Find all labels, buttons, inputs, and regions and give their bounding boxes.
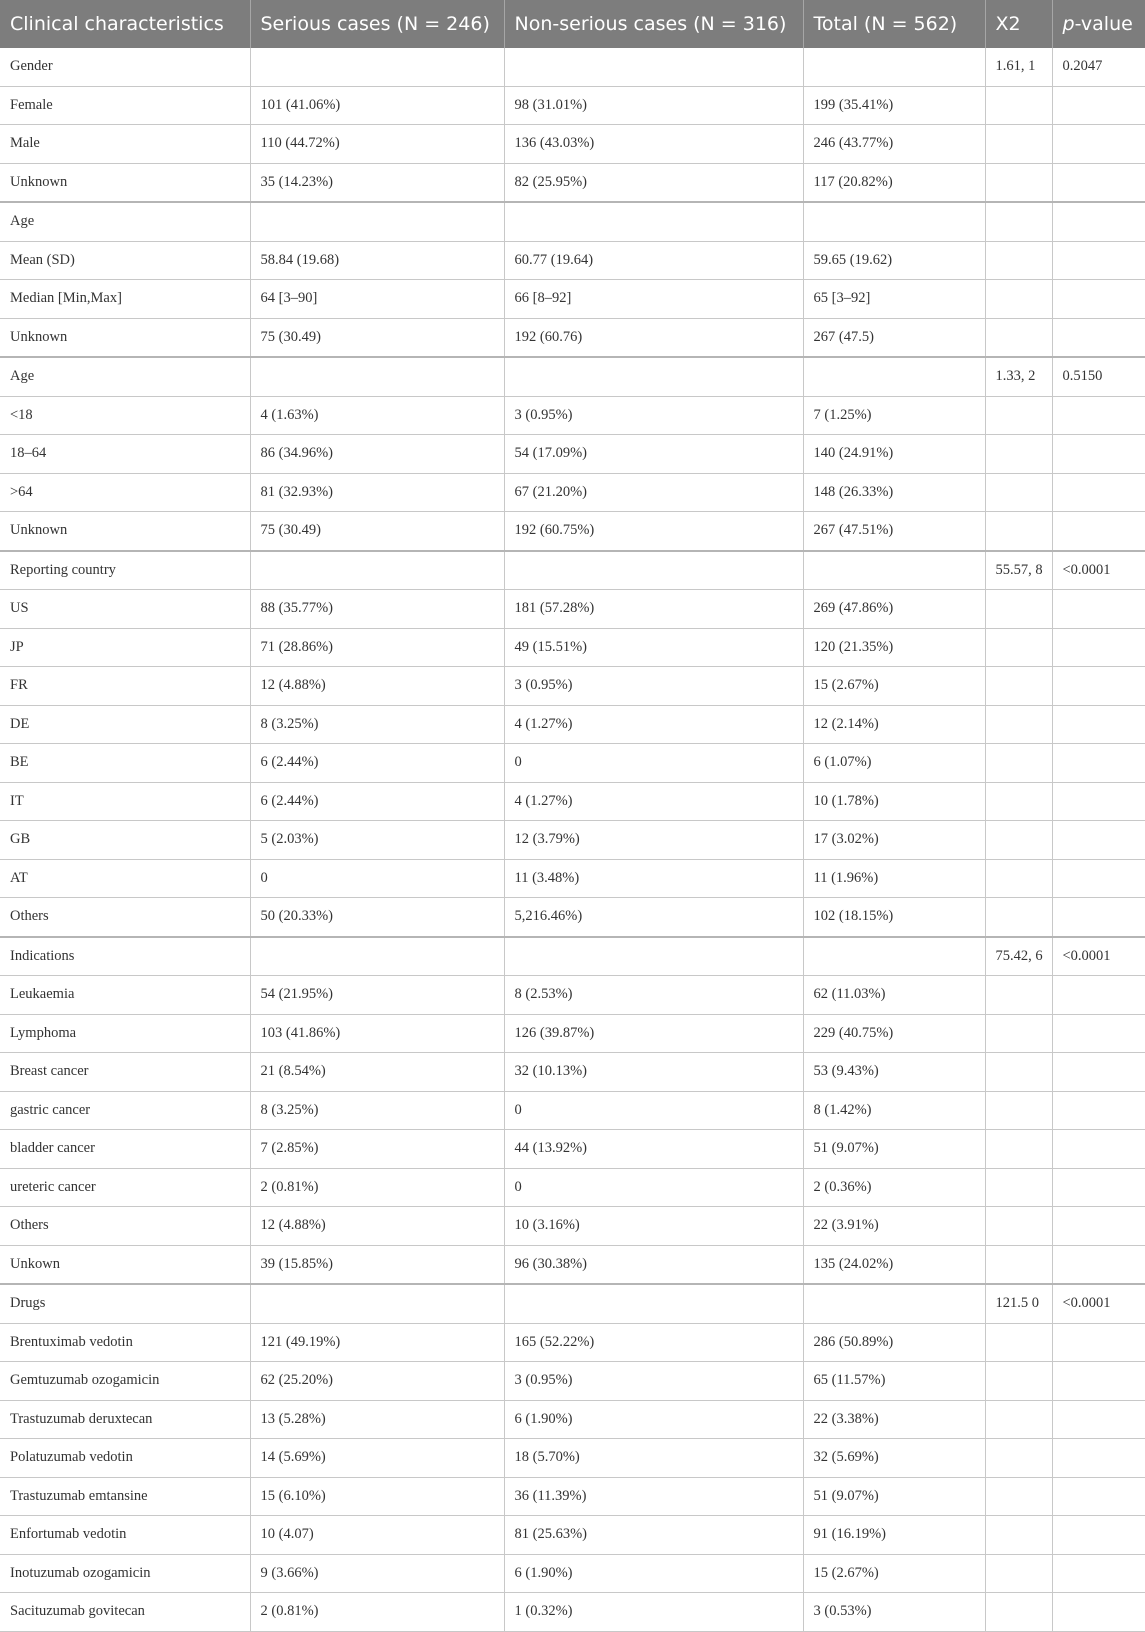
cell-p-value	[1052, 1323, 1145, 1362]
table-group-row	[0, 937, 1145, 976]
cell-characteristic: Male	[0, 125, 250, 164]
cell-total: 286 (50.89%)	[803, 1323, 985, 1362]
cell-characteristic: DE	[0, 705, 250, 744]
cell-p-value	[1052, 1477, 1145, 1516]
cell-p-value	[1052, 1053, 1145, 1092]
cell-characteristic: Female	[0, 86, 250, 125]
cell-serious: 4 (1.63%)	[250, 396, 504, 435]
cell-p-value	[1052, 1091, 1145, 1130]
table-row	[0, 1014, 1145, 1053]
cell-non-serious	[504, 937, 803, 976]
cell-x2	[985, 1362, 1052, 1401]
cell-characteristic: Drugs	[0, 1284, 250, 1323]
cell-non-serious: 0	[504, 744, 803, 783]
cell-x2: 75.42, 6	[985, 937, 1052, 976]
cell-characteristic: Trastuzumab emtansine	[0, 1477, 250, 1516]
cell-x2	[985, 976, 1052, 1015]
cell-serious: 14 (5.69%)	[250, 1439, 504, 1478]
table-row	[0, 125, 1145, 164]
cell-serious: 121 (49.19%)	[250, 1323, 504, 1362]
table-row	[0, 318, 1145, 357]
cell-x2	[985, 280, 1052, 319]
cell-characteristic: Others	[0, 898, 250, 937]
cell-total: 140 (24.91%)	[803, 435, 985, 474]
cell-total: 199 (35.41%)	[803, 86, 985, 125]
cell-characteristic: Sacituzumab govitecan	[0, 1593, 250, 1632]
cell-serious: 81 (32.93%)	[250, 473, 504, 512]
cell-serious: 64 [3–90]	[250, 280, 504, 319]
cell-x2	[985, 318, 1052, 357]
cell-serious	[250, 48, 504, 86]
cell-x2	[985, 628, 1052, 667]
cell-p-value	[1052, 1130, 1145, 1169]
cell-non-serious: 67 (21.20%)	[504, 473, 803, 512]
cell-characteristic: Polatuzumab vedotin	[0, 1439, 250, 1478]
header-serious-cases: Serious cases (N = 246)	[250, 0, 504, 48]
cell-characteristic: <18	[0, 396, 250, 435]
cell-non-serious: 12 (3.79%)	[504, 821, 803, 860]
cell-x2	[985, 125, 1052, 164]
cell-total: 267 (47.5)	[803, 318, 985, 357]
cell-x2	[985, 744, 1052, 783]
cell-non-serious: 192 (60.76)	[504, 318, 803, 357]
cell-non-serious: 192 (60.75%)	[504, 512, 803, 551]
cell-non-serious: 54 (17.09%)	[504, 435, 803, 474]
cell-characteristic: gastric cancer	[0, 1091, 250, 1130]
cell-characteristic: FR	[0, 667, 250, 706]
table-row	[0, 241, 1145, 280]
cell-serious: 6 (2.44%)	[250, 782, 504, 821]
cell-x2	[985, 1091, 1052, 1130]
cell-x2	[985, 241, 1052, 280]
cell-serious: 50 (20.33%)	[250, 898, 504, 937]
cell-characteristic: Enfortumab vedotin	[0, 1516, 250, 1555]
cell-x2	[985, 859, 1052, 898]
cell-characteristic: Leukaemia	[0, 976, 250, 1015]
cell-total: 51 (9.07%)	[803, 1130, 985, 1169]
cell-non-serious: 3 (0.95%)	[504, 667, 803, 706]
cell-p-value	[1052, 396, 1145, 435]
cell-x2	[985, 1516, 1052, 1555]
table-row	[0, 821, 1145, 860]
cell-p-value	[1052, 318, 1145, 357]
cell-non-serious: 136 (43.03%)	[504, 125, 803, 164]
cell-characteristic: US	[0, 590, 250, 629]
cell-non-serious: 49 (15.51%)	[504, 628, 803, 667]
cell-serious: 21 (8.54%)	[250, 1053, 504, 1092]
cell-non-serious: 96 (30.38%)	[504, 1245, 803, 1284]
cell-non-serious: 18 (5.70%)	[504, 1439, 803, 1478]
cell-total	[803, 357, 985, 396]
cell-total: 59.65 (19.62)	[803, 241, 985, 280]
cell-characteristic: Lymphoma	[0, 1014, 250, 1053]
cell-non-serious	[504, 551, 803, 590]
cell-p-value	[1052, 590, 1145, 629]
cell-p-value	[1052, 86, 1145, 125]
cell-p-value	[1052, 1245, 1145, 1284]
cell-total: 91 (16.19%)	[803, 1516, 985, 1555]
cell-non-serious: 8 (2.53%)	[504, 976, 803, 1015]
cell-non-serious	[504, 1284, 803, 1323]
cell-serious: 12 (4.88%)	[250, 1207, 504, 1246]
cell-serious: 12 (4.88%)	[250, 667, 504, 706]
table-row	[0, 1091, 1145, 1130]
cell-x2	[985, 1593, 1052, 1632]
cell-x2	[985, 1477, 1052, 1516]
cell-x2	[985, 512, 1052, 551]
cell-non-serious: 4 (1.27%)	[504, 782, 803, 821]
cell-total: 135 (24.02%)	[803, 1245, 985, 1284]
cell-x2	[985, 163, 1052, 202]
cell-p-value	[1052, 705, 1145, 744]
table-row	[0, 163, 1145, 202]
cell-characteristic: Reporting country	[0, 551, 250, 590]
cell-x2: 1.33, 2	[985, 357, 1052, 396]
cell-serious: 39 (15.85%)	[250, 1245, 504, 1284]
cell-non-serious: 181 (57.28%)	[504, 590, 803, 629]
table-group-row	[0, 202, 1145, 241]
table-row	[0, 1362, 1145, 1401]
cell-serious: 8 (3.25%)	[250, 705, 504, 744]
cell-serious: 75 (30.49)	[250, 318, 504, 357]
table-row	[0, 1245, 1145, 1284]
cell-p-value	[1052, 667, 1145, 706]
cell-p-value	[1052, 821, 1145, 860]
cell-serious: 54 (21.95%)	[250, 976, 504, 1015]
cell-x2: 1.61, 1	[985, 48, 1052, 86]
cell-total: 22 (3.91%)	[803, 1207, 985, 1246]
cell-x2	[985, 1554, 1052, 1593]
cell-serious: 9 (3.66%)	[250, 1554, 504, 1593]
cell-total: 267 (47.51%)	[803, 512, 985, 551]
cell-characteristic: BE	[0, 744, 250, 783]
cell-x2	[985, 898, 1052, 937]
cell-characteristic: Trastuzumab deruxtecan	[0, 1400, 250, 1439]
cell-characteristic: GB	[0, 821, 250, 860]
header-p-rest: -value	[1074, 13, 1133, 35]
cell-x2: 55.57, 8	[985, 551, 1052, 590]
table-row	[0, 590, 1145, 629]
cell-x2	[985, 705, 1052, 744]
cell-non-serious: 98 (31.01%)	[504, 86, 803, 125]
cell-serious: 86 (34.96%)	[250, 435, 504, 474]
cell-characteristic: Indications	[0, 937, 250, 976]
header-p-italic: p	[1062, 13, 1075, 35]
table-row	[0, 898, 1145, 937]
table-row	[0, 473, 1145, 512]
cell-serious: 2 (0.81%)	[250, 1168, 504, 1207]
cell-total: 269 (47.86%)	[803, 590, 985, 629]
cell-characteristic: Unknown	[0, 163, 250, 202]
cell-serious: 71 (28.86%)	[250, 628, 504, 667]
cell-p-value	[1052, 1593, 1145, 1632]
cell-non-serious: 81 (25.63%)	[504, 1516, 803, 1555]
cell-p-value	[1052, 1439, 1145, 1478]
cell-p-value	[1052, 512, 1145, 551]
cell-characteristic: Age	[0, 202, 250, 241]
cell-non-serious: 32 (10.13%)	[504, 1053, 803, 1092]
table-body	[0, 48, 1145, 1631]
cell-p-value: 0.5150	[1052, 357, 1145, 396]
table-row	[0, 1168, 1145, 1207]
cell-x2	[985, 1245, 1052, 1284]
cell-x2: 121.5 0	[985, 1284, 1052, 1323]
cell-p-value	[1052, 1362, 1145, 1401]
cell-p-value	[1052, 898, 1145, 937]
cell-p-value: <0.0001	[1052, 1284, 1145, 1323]
table-row	[0, 628, 1145, 667]
cell-p-value	[1052, 1168, 1145, 1207]
cell-non-serious: 44 (13.92%)	[504, 1130, 803, 1169]
table-row	[0, 1207, 1145, 1246]
cell-total: 3 (0.53%)	[803, 1593, 985, 1632]
cell-p-value	[1052, 241, 1145, 280]
cell-total: 229 (40.75%)	[803, 1014, 985, 1053]
cell-serious: 5 (2.03%)	[250, 821, 504, 860]
cell-non-serious: 6 (1.90%)	[504, 1554, 803, 1593]
cell-characteristic: Mean (SD)	[0, 241, 250, 280]
cell-characteristic: 18–64	[0, 435, 250, 474]
cell-total: 62 (11.03%)	[803, 976, 985, 1015]
cell-non-serious: 3 (0.95%)	[504, 396, 803, 435]
cell-non-serious: 6 (1.90%)	[504, 1400, 803, 1439]
cell-x2	[985, 590, 1052, 629]
cell-x2	[985, 1323, 1052, 1362]
cell-characteristic: ureteric cancer	[0, 1168, 250, 1207]
cell-total: 65 (11.57%)	[803, 1362, 985, 1401]
cell-total: 22 (3.38%)	[803, 1400, 985, 1439]
cell-x2	[985, 86, 1052, 125]
table-row	[0, 1516, 1145, 1555]
cell-p-value	[1052, 473, 1145, 512]
cell-serious: 8 (3.25%)	[250, 1091, 504, 1130]
cell-total	[803, 1284, 985, 1323]
cell-x2	[985, 396, 1052, 435]
cell-non-serious: 36 (11.39%)	[504, 1477, 803, 1516]
table-row	[0, 705, 1145, 744]
cell-non-serious: 0	[504, 1091, 803, 1130]
cell-serious: 75 (30.49)	[250, 512, 504, 551]
cell-serious	[250, 937, 504, 976]
cell-total	[803, 202, 985, 241]
cell-total: 120 (21.35%)	[803, 628, 985, 667]
cell-serious: 0	[250, 859, 504, 898]
cell-p-value	[1052, 1207, 1145, 1246]
cell-serious: 103 (41.86%)	[250, 1014, 504, 1053]
cell-non-serious	[504, 357, 803, 396]
cell-characteristic: Gemtuzumab ozogamicin	[0, 1362, 250, 1401]
header-x2: X2	[985, 0, 1052, 48]
cell-p-value: <0.0001	[1052, 551, 1145, 590]
cell-serious	[250, 357, 504, 396]
cell-non-serious: 1 (0.32%)	[504, 1593, 803, 1632]
cell-p-value	[1052, 125, 1145, 164]
cell-total: 11 (1.96%)	[803, 859, 985, 898]
cell-serious: 10 (4.07)	[250, 1516, 504, 1555]
cell-p-value	[1052, 859, 1145, 898]
cell-total	[803, 937, 985, 976]
cell-total: 6 (1.07%)	[803, 744, 985, 783]
table-group-row	[0, 48, 1145, 86]
table-row	[0, 782, 1145, 821]
cell-serious: 101 (41.06%)	[250, 86, 504, 125]
cell-p-value	[1052, 1014, 1145, 1053]
table-row	[0, 396, 1145, 435]
cell-p-value: <0.0001	[1052, 937, 1145, 976]
cell-total: 8 (1.42%)	[803, 1091, 985, 1130]
cell-total: 2 (0.36%)	[803, 1168, 985, 1207]
cell-serious: 58.84 (19.68)	[250, 241, 504, 280]
cell-characteristic: Inotuzumab ozogamicin	[0, 1554, 250, 1593]
cell-characteristic: >64	[0, 473, 250, 512]
cell-x2	[985, 1053, 1052, 1092]
cell-x2	[985, 1014, 1052, 1053]
cell-serious: 110 (44.72%)	[250, 125, 504, 164]
table-row	[0, 744, 1145, 783]
table-row	[0, 1439, 1145, 1478]
cell-total: 15 (2.67%)	[803, 667, 985, 706]
cell-p-value: 0.2047	[1052, 48, 1145, 86]
cell-non-serious: 82 (25.95%)	[504, 163, 803, 202]
table-row	[0, 1477, 1145, 1516]
table-row	[0, 1400, 1145, 1439]
cell-characteristic: Gender	[0, 48, 250, 86]
cell-characteristic: Unknown	[0, 318, 250, 357]
cell-total: 53 (9.43%)	[803, 1053, 985, 1092]
cell-non-serious	[504, 202, 803, 241]
cell-total: 117 (20.82%)	[803, 163, 985, 202]
cell-x2	[985, 1400, 1052, 1439]
header-total: Total (N = 562)	[803, 0, 985, 48]
cell-characteristic: Unkown	[0, 1245, 250, 1284]
cell-p-value	[1052, 1554, 1145, 1593]
cell-serious	[250, 1284, 504, 1323]
table-header-row	[0, 0, 1145, 48]
cell-characteristic: Median [Min,Max]	[0, 280, 250, 319]
table-row	[0, 435, 1145, 474]
table-row	[0, 1323, 1145, 1362]
table-row	[0, 86, 1145, 125]
cell-serious: 7 (2.85%)	[250, 1130, 504, 1169]
table-row	[0, 1554, 1145, 1593]
cell-x2	[985, 1130, 1052, 1169]
cell-serious	[250, 202, 504, 241]
cell-p-value	[1052, 163, 1145, 202]
cell-total: 51 (9.07%)	[803, 1477, 985, 1516]
table-group-row	[0, 551, 1145, 590]
table-group-row	[0, 1284, 1145, 1323]
table-row	[0, 976, 1145, 1015]
table-row	[0, 1053, 1145, 1092]
cell-serious: 15 (6.10%)	[250, 1477, 504, 1516]
cell-non-serious: 60.77 (19.64)	[504, 241, 803, 280]
cell-total: 65 [3–92]	[803, 280, 985, 319]
cell-p-value	[1052, 628, 1145, 667]
header-clinical-characteristics: Clinical characteristics	[0, 0, 250, 48]
cell-p-value	[1052, 202, 1145, 241]
cell-p-value	[1052, 1400, 1145, 1439]
table-row	[0, 859, 1145, 898]
cell-serious: 13 (5.28%)	[250, 1400, 504, 1439]
cell-characteristic: IT	[0, 782, 250, 821]
cell-x2	[985, 782, 1052, 821]
cell-serious: 88 (35.77%)	[250, 590, 504, 629]
cell-non-serious: 3 (0.95%)	[504, 1362, 803, 1401]
cell-non-serious: 0	[504, 1168, 803, 1207]
cell-characteristic: Unknown	[0, 512, 250, 551]
table-row	[0, 280, 1145, 319]
cell-p-value	[1052, 435, 1145, 474]
table-row	[0, 512, 1145, 551]
cell-total: 246 (43.77%)	[803, 125, 985, 164]
header-non-serious-cases: Non-serious cases (N = 316)	[504, 0, 803, 48]
cell-x2	[985, 667, 1052, 706]
cell-total	[803, 48, 985, 86]
cell-serious: 35 (14.23%)	[250, 163, 504, 202]
cell-characteristic: bladder cancer	[0, 1130, 250, 1169]
table-row	[0, 1593, 1145, 1632]
table-row	[0, 1130, 1145, 1169]
cell-non-serious: 4 (1.27%)	[504, 705, 803, 744]
table-group-row	[0, 357, 1145, 396]
cell-serious: 2 (0.81%)	[250, 1593, 504, 1632]
cell-total: 12 (2.14%)	[803, 705, 985, 744]
cell-characteristic: JP	[0, 628, 250, 667]
cell-x2	[985, 821, 1052, 860]
cell-p-value	[1052, 976, 1145, 1015]
cell-serious: 6 (2.44%)	[250, 744, 504, 783]
cell-non-serious: 10 (3.16%)	[504, 1207, 803, 1246]
cell-non-serious: 126 (39.87%)	[504, 1014, 803, 1053]
cell-characteristic: Others	[0, 1207, 250, 1246]
header-p-value	[1052, 0, 1145, 48]
cell-total: 10 (1.78%)	[803, 782, 985, 821]
cell-non-serious: 11 (3.48%)	[504, 859, 803, 898]
cell-total: 15 (2.67%)	[803, 1554, 985, 1593]
cell-total: 17 (3.02%)	[803, 821, 985, 860]
cell-non-serious	[504, 48, 803, 86]
cell-total: 102 (18.15%)	[803, 898, 985, 937]
cell-characteristic: Breast cancer	[0, 1053, 250, 1092]
cell-characteristic: AT	[0, 859, 250, 898]
cell-p-value	[1052, 744, 1145, 783]
cell-non-serious: 165 (52.22%)	[504, 1323, 803, 1362]
cell-total: 32 (5.69%)	[803, 1439, 985, 1478]
cell-x2	[985, 1439, 1052, 1478]
cell-serious	[250, 551, 504, 590]
cell-x2	[985, 1207, 1052, 1246]
cell-characteristic: Age	[0, 357, 250, 396]
cell-total: 7 (1.25%)	[803, 396, 985, 435]
cell-serious: 62 (25.20%)	[250, 1362, 504, 1401]
cell-p-value	[1052, 782, 1145, 821]
cell-characteristic: Brentuximab vedotin	[0, 1323, 250, 1362]
table-row	[0, 667, 1145, 706]
cell-p-value	[1052, 1516, 1145, 1555]
cell-non-serious: 5,216.46%)	[504, 898, 803, 937]
cell-non-serious: 66 [8–92]	[504, 280, 803, 319]
cell-x2	[985, 435, 1052, 474]
cell-total	[803, 551, 985, 590]
cell-p-value	[1052, 280, 1145, 319]
cell-x2	[985, 1168, 1052, 1207]
cell-total: 148 (26.33%)	[803, 473, 985, 512]
cell-x2	[985, 473, 1052, 512]
cell-x2	[985, 202, 1052, 241]
